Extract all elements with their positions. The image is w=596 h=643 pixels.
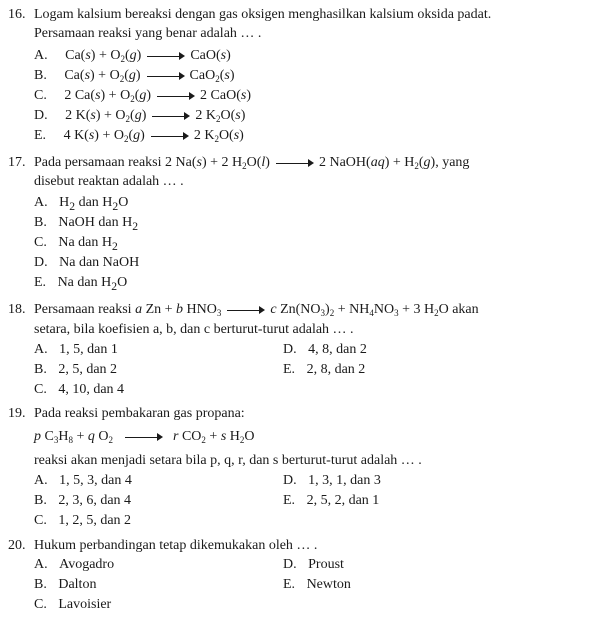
option-letter: E. bbox=[34, 128, 47, 143]
option-label: Na dan NaOH bbox=[59, 255, 140, 270]
option-letter: B. bbox=[34, 577, 47, 592]
option-letter: C. bbox=[34, 513, 47, 528]
option-label: Na dan bbox=[57, 275, 98, 290]
q19-text2: reaksi akan menjadi setara bila p, q, r, dan s berturut-turut adalah … . bbox=[34, 453, 422, 468]
q16-text2: Persamaan reaksi yang benar adalah … . bbox=[34, 26, 262, 41]
option-text: 1, 3, 1, dan 3 bbox=[308, 473, 381, 488]
q19-option-a bbox=[34, 472, 132, 490]
q16-number: 16. bbox=[8, 7, 26, 22]
q18-text-b: akan bbox=[452, 302, 479, 317]
q17-option-a: A. $H_2$ dan $H_2O$ bbox=[34, 195, 129, 213]
q17-option-e: E. Na dan $H_2O$ bbox=[34, 275, 128, 293]
option-text: 2, 3, 6, dan 4 bbox=[58, 493, 132, 508]
q19-option-b bbox=[34, 492, 131, 510]
option-letter: A. bbox=[34, 557, 48, 572]
q18-option-b bbox=[34, 361, 117, 379]
q19-option-c bbox=[34, 512, 131, 530]
option-text: 2, 8, dan 2 bbox=[306, 362, 366, 377]
q18-text2: setara, bila koefisien a, b, dan c berturut-turut adalah … . bbox=[34, 322, 354, 337]
option-letter: D. bbox=[283, 473, 297, 488]
q19-number: 19. bbox=[8, 406, 26, 421]
q20-option-e bbox=[283, 576, 351, 594]
option-letter: C. bbox=[34, 597, 47, 612]
option-text: 4, 10, dan 4 bbox=[58, 382, 125, 397]
option-letter: A. bbox=[34, 473, 48, 488]
q18-option-e bbox=[283, 361, 365, 379]
q17-number: 17. bbox=[8, 155, 26, 170]
q19-equation: p $C_3H_8 + q$ $O_2$ r $CO_2 + s$ $H_2O$ bbox=[34, 429, 255, 445]
option-letter: C. bbox=[34, 235, 47, 250]
q20-number: 20. bbox=[8, 538, 26, 553]
option-letter: D. bbox=[283, 342, 297, 357]
q20-option-b bbox=[34, 576, 96, 594]
q16-option-a: A. $Ca(s) + O_2(g)$ CaO(s) bbox=[34, 48, 231, 64]
option-text: 1, 5, 3, dan 4 bbox=[59, 473, 132, 488]
option-letter: B. bbox=[34, 362, 47, 377]
q16-option-c: C. 2 $Ca(s) + O_2(g)$ 2 CaO(s) bbox=[34, 88, 251, 104]
option-letter: E. bbox=[283, 493, 296, 508]
option-letter: D. bbox=[34, 108, 48, 123]
q16-option-e: E. 4 $K(s) + O_2(g)$ 2 $K_2O(s)$ bbox=[34, 128, 244, 144]
option-letter: A. bbox=[34, 48, 48, 63]
q20-option-a bbox=[34, 556, 114, 574]
q18-option-d bbox=[283, 341, 367, 359]
option-letter: E. bbox=[34, 275, 47, 290]
option-letter: C. bbox=[34, 382, 47, 397]
q16-option-b: B. $Ca(s) + O_2(g)$ CaO$_2$(s) bbox=[34, 68, 235, 84]
q20-option-d bbox=[283, 556, 344, 574]
q19-option-e bbox=[283, 492, 379, 510]
option-text: Dalton bbox=[58, 577, 97, 592]
q18-text: Persamaan reaksi a Zn + b $HNO_3$ c $Zn(NO_3)_2 + NH_4NO_3 + 3$ $H_2O$ akan bbox=[34, 302, 479, 318]
option-letter: A. bbox=[34, 195, 48, 210]
option-text: 1, 5, dan 1 bbox=[59, 342, 118, 357]
option-letter: A. bbox=[34, 342, 48, 357]
option-letter: E. bbox=[283, 577, 296, 592]
option-text: 2, 5, dan 2 bbox=[58, 362, 118, 377]
option-letter: E. bbox=[283, 362, 296, 377]
q18-option-c bbox=[34, 381, 124, 399]
q17-text2: disebut reaktan adalah … . bbox=[34, 174, 184, 189]
option-text: Avogadro bbox=[59, 557, 115, 572]
option-letter: B. bbox=[34, 215, 47, 230]
option-text: 2, 5, 2, dan 1 bbox=[306, 493, 380, 508]
option-label: NaOH dan bbox=[58, 215, 119, 230]
q17-option-c: C. Na dan $H_2$ bbox=[34, 235, 118, 253]
option-text: 4, 8, dan 2 bbox=[308, 342, 367, 357]
option-text: 1, 2, 5, dan 2 bbox=[58, 513, 132, 528]
option-letter: B. bbox=[34, 493, 47, 508]
option-text: Lavoisier bbox=[58, 597, 112, 612]
option-label: Na dan bbox=[58, 235, 99, 250]
option-text: Newton bbox=[306, 577, 351, 592]
q19-text: Pada reaksi pembakaran gas propana: bbox=[34, 406, 245, 421]
option-letter: D. bbox=[34, 255, 48, 270]
option-letter: D. bbox=[283, 557, 297, 572]
q17-text-b: , yang bbox=[435, 155, 470, 170]
q20-text: Hukum perbandingan tetap dikemukakan oleh … . bbox=[34, 538, 318, 553]
option-text: Proust bbox=[308, 557, 344, 572]
option-label: dan bbox=[78, 195, 99, 210]
q18-text-a: Persamaan reaksi bbox=[34, 302, 132, 317]
q16-text: Logam kalsium bereaksi dengan gas oksigen menghasilkan kalsium oksida padat. bbox=[34, 7, 492, 22]
option-letter: C. bbox=[34, 88, 47, 103]
q17-text-a: Pada persamaan reaksi bbox=[34, 155, 162, 170]
q17-option-b: B. NaOH dan $H_2$ bbox=[34, 215, 139, 233]
q18-option-a bbox=[34, 341, 118, 359]
q18-number: 18. bbox=[8, 302, 26, 317]
q20-option-c bbox=[34, 596, 111, 614]
q17-option-d bbox=[34, 254, 139, 272]
option-letter: B. bbox=[34, 68, 47, 83]
q16-option-d: D. 2 $K(s) + O_2(g)$ 2 $K_2O(s)$ bbox=[34, 108, 246, 124]
q19-option-d bbox=[283, 472, 381, 490]
q17-text: Pada persamaan reaksi 2 Na(s) + 2 $H_2O(l)$ 2 NaOH(aq) + $H_2(g)$, yang bbox=[34, 155, 470, 171]
